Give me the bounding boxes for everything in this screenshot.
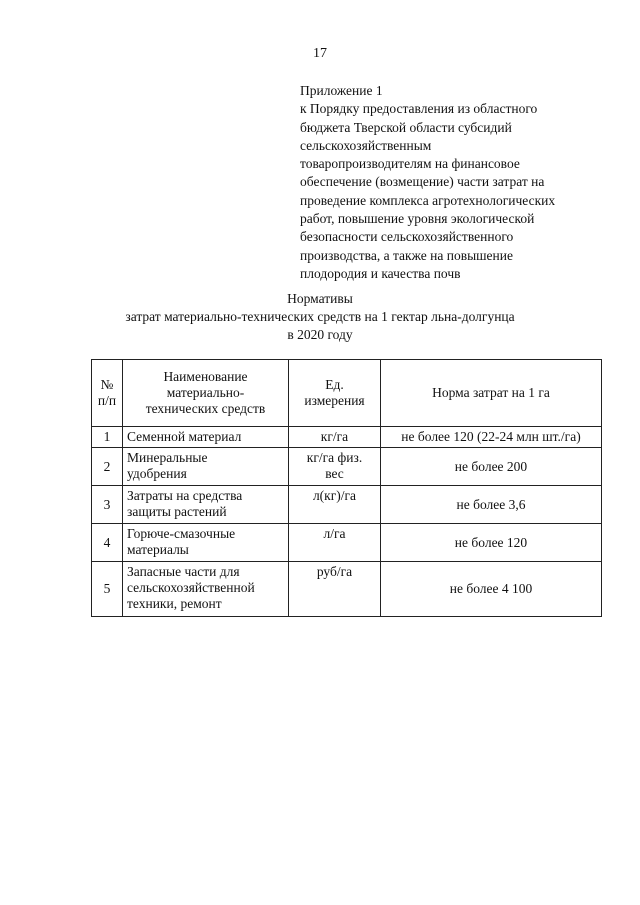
cell-unit (289, 562, 381, 617)
table-row (92, 486, 602, 524)
cell-num: 3 (92, 486, 123, 524)
cell-unit (289, 524, 381, 562)
cell-text: защиты растений (127, 504, 227, 519)
cell-name (123, 562, 289, 617)
cell-name (123, 448, 289, 486)
cell-text: л(кг)/га (312, 488, 357, 503)
cell-text: л/га (323, 526, 346, 541)
appendix-line: производства, а также на повышение (300, 247, 513, 263)
table-row (92, 448, 602, 486)
cell-text: вес (325, 466, 344, 481)
cell-name (123, 427, 289, 448)
appendix-line: обеспечение (возмещение) части затрат на (300, 174, 545, 190)
appendix-line: товаропроизводителям на финансовое (300, 156, 520, 172)
appendix-line: бюджета Тверской области субсидий (300, 119, 512, 135)
cell-unit (289, 486, 381, 524)
header-num (92, 360, 123, 427)
table-header-row (92, 360, 602, 427)
norms-table (91, 359, 602, 617)
cell-text: Горюче-смазочные (127, 526, 236, 541)
document-title (0, 290, 640, 344)
cell-norm: не более 4 100 (381, 562, 602, 617)
cell-text: сельскохозяйственной (127, 580, 255, 595)
cell-norm: не более 120 (381, 524, 602, 562)
table-row (92, 427, 602, 448)
cell-num: 1 (92, 427, 123, 448)
appendix-line: плодородия и качества почв (300, 265, 461, 281)
header-text: Ед. (325, 377, 344, 392)
appendix-line: безопасности сельскохозяйственного (300, 229, 514, 245)
cell-norm: не более 200 (381, 448, 602, 486)
cell-name (123, 486, 289, 524)
title-line: Нормативы (287, 291, 353, 306)
cell-num: 2 (92, 448, 123, 486)
appendix-line: проведение комплекса агротехнологических (300, 192, 556, 208)
header-text: измерения (304, 393, 365, 408)
table-row (92, 562, 602, 617)
header-norm: Норма затрат на 1 га (381, 360, 602, 427)
header-text: п/п (97, 393, 117, 408)
cell-text: Запасные части для (127, 564, 240, 579)
header-name (123, 360, 289, 427)
appendix-line: к Порядку предоставления из областного (300, 101, 538, 117)
header-text: Наименование (163, 369, 248, 384)
cell-name (123, 524, 289, 562)
header-text: № (100, 377, 114, 392)
appendix-line: Приложение 1 (300, 83, 383, 98)
appendix-heading (300, 82, 620, 283)
cell-text: кг/га (320, 429, 349, 444)
cell-text: материалы (127, 542, 189, 557)
cell-text: Минеральные (127, 450, 208, 465)
cell-text: Затраты на средства (127, 488, 243, 503)
cell-text: Семенной материал (127, 429, 242, 444)
cell-norm: не более 120 (22-24 млн шт./га) (381, 427, 602, 448)
header-text: технических средств (145, 401, 266, 416)
cell-text: руб/га (316, 564, 353, 579)
appendix-line: работ, повышение уровня экологической (300, 211, 535, 227)
cell-num: 4 (92, 524, 123, 562)
cell-unit (289, 448, 381, 486)
cell-text: удобрения (127, 466, 187, 481)
cell-norm: не более 3,6 (381, 486, 602, 524)
cell-text: кг/га физ. (306, 450, 363, 465)
header-text: материально- (166, 385, 245, 400)
table-row (92, 524, 602, 562)
title-line: в 2020 году (287, 327, 353, 342)
page-number: 17 (313, 46, 327, 61)
cell-text: техники, ремонт (127, 596, 222, 611)
cell-unit (289, 427, 381, 448)
header-unit (289, 360, 381, 427)
title-line: затрат материально-технических средств на 1 гектар льна-долгунца (125, 309, 515, 324)
cell-num: 5 (92, 562, 123, 617)
appendix-line: сельскохозяйственным (300, 137, 432, 153)
